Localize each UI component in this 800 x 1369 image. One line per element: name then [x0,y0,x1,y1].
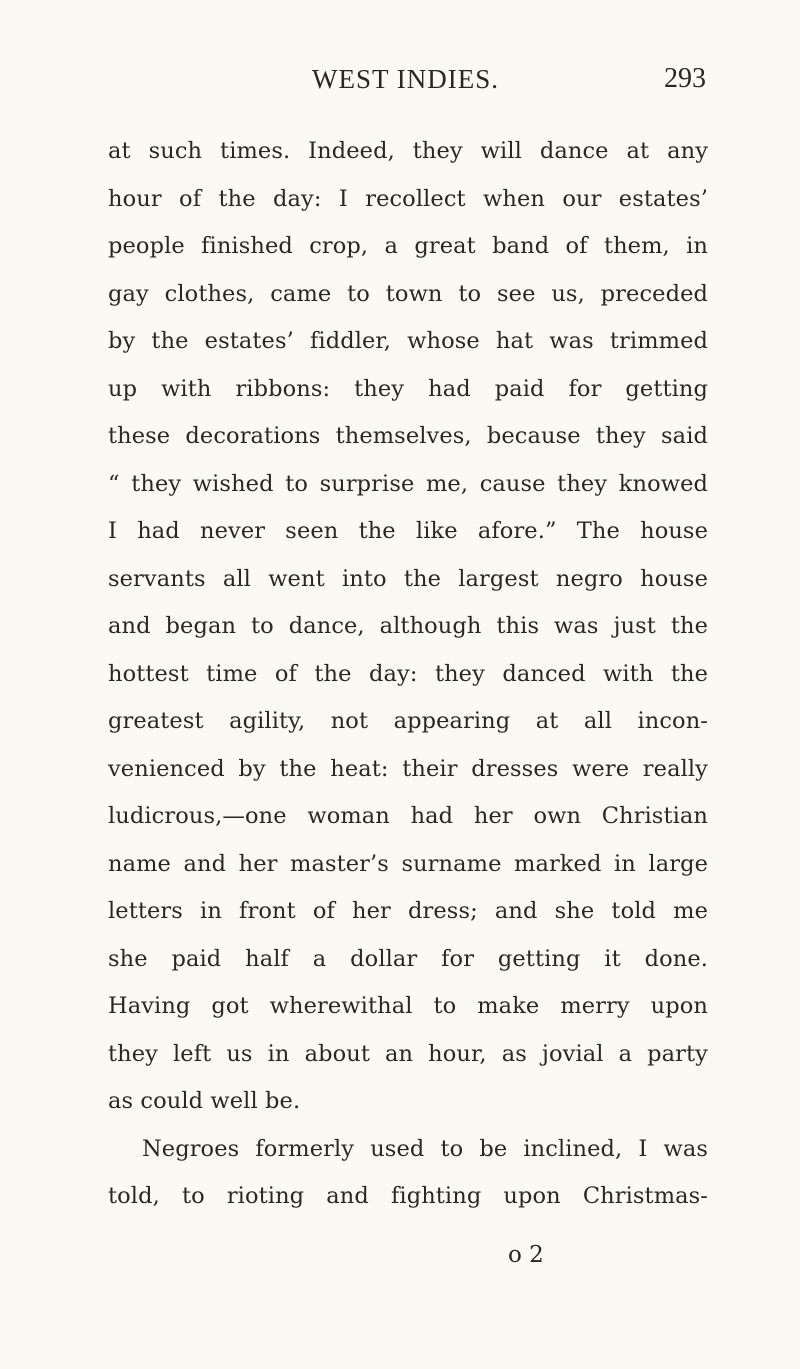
text-line: ludicrous,—one woman had her own Christian [108,803,708,829]
signature-mark: o 2 [508,1242,544,1268]
text-line: gay clothes, came to town to see us, preceded [108,280,708,307]
text-line: name and her master’s surname marked in large [108,850,708,877]
text-line: venienced by the heat: their dresses were really [108,755,708,782]
text-line: Negroes formerly used to be inclined, I was [142,1135,708,1162]
text-line: up with ribbons: they had paid for getting [108,375,708,402]
text-line: by the estates’ fiddler, whose hat was trimmed [108,328,708,354]
text-line: and began to dance, although this was just the [108,613,708,639]
text-line: they left us in about an hour, as jovial a party [108,1040,708,1067]
paragraph-1 [108,128,708,1126]
text-line: she paid half a dollar for getting it done. [108,945,708,972]
text-line: as could well be. [108,1088,301,1114]
text-line: at such times. Indeed, they will dance at any [108,138,708,164]
text-line: people finished crop, a great band of them, in [108,233,708,259]
text-line: hour of the day: I recollect when our estates’ [108,185,708,212]
text-line: these decorations themselves, because they said [108,423,708,449]
body-text [108,128,708,1221]
text-line: told, to rioting and fighting upon Christmas- [108,1183,708,1209]
text-line: “ they wished to surprise me, cause they knowed [108,470,708,497]
text-line: Having got wherewithal to make merry upon [108,993,708,1019]
running-head [0,62,800,102]
page-number: 293 [664,63,706,94]
paragraph-2 [108,1126,708,1221]
text-line: I had never seen the like afore.” The house [108,518,708,544]
text-line: letters in front of her dress; and she told me [108,898,708,924]
text-line: greatest agility, not appearing at all incon- [108,708,708,734]
text-line: servants all went into the largest negro house [108,565,708,592]
text-line: hottest time of the day: they danced with the [108,660,708,687]
running-title: WEST INDIES. [312,64,499,94]
